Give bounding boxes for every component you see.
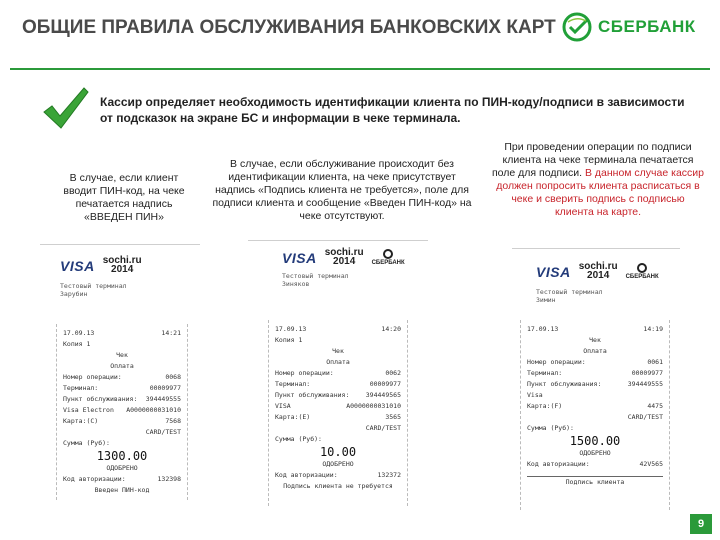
field-value: 0068 xyxy=(165,373,181,381)
field-value: 7568 xyxy=(165,417,181,425)
receipt-footer-pin-entered: Введен ПИН-код xyxy=(94,486,150,494)
receipt-footer-signature-field: Подпись клиента xyxy=(527,476,663,488)
auth-label: Код авторизации: xyxy=(527,460,590,468)
auth-label: Код авторизации: xyxy=(275,471,338,479)
receipt-slip xyxy=(520,320,670,510)
title-divider xyxy=(10,68,710,70)
visa-logo: VISA xyxy=(536,264,571,280)
receipt-operation: Оплата xyxy=(110,362,134,370)
sochi-line1: sochi.ru xyxy=(324,247,364,258)
field-value: A0000000031010 xyxy=(126,406,181,414)
receipt-time: 14:19 xyxy=(643,325,663,333)
terminal-label xyxy=(60,282,127,298)
sberbank-logo xyxy=(562,10,712,44)
field-value: 00009977 xyxy=(369,380,401,388)
auth-value: 42V565 xyxy=(639,460,663,468)
field-value: 0062 xyxy=(385,369,401,377)
field-value: CARD/TEST xyxy=(365,424,401,432)
field-value: CARD/TEST xyxy=(627,413,663,421)
field-value: CARD/TEST xyxy=(145,428,181,436)
intro-text: Кассир определяет необходимость идентификации клиента по ПИН-коду/подписи в зависимости от подсказок на экране БС и информации в чеке терминала. xyxy=(100,95,685,125)
sochi-logo xyxy=(579,262,618,280)
approved-label: ОДОБРЕНО xyxy=(106,464,138,472)
receipt-pin xyxy=(60,254,190,504)
field-value: 394449555 xyxy=(627,380,663,388)
receipt-1-top-rule xyxy=(40,244,200,245)
sberbank-mini-text: СБЕРБАНК xyxy=(371,260,405,266)
terminal-line1: Тестовый терминал xyxy=(536,288,603,296)
field-label: Visa xyxy=(527,391,543,399)
auth-value: 132398 xyxy=(157,475,181,483)
auth-value: 132372 xyxy=(377,471,401,479)
sberbank-mini-icon xyxy=(383,249,393,259)
visa-logo: VISA xyxy=(282,250,317,266)
field-value: 00009977 xyxy=(149,384,181,392)
sum-label: Сумма (Руб): xyxy=(527,424,574,432)
receipt-date: 17.09.13 xyxy=(527,325,559,333)
sum-label: Сумма (Руб): xyxy=(63,439,110,447)
receipt-copy: Копия 1 xyxy=(63,340,91,348)
sberbank-mini-icon xyxy=(637,263,647,273)
receipt-brand-row xyxy=(282,248,405,266)
sberbank-logo-icon xyxy=(562,12,592,42)
receipt-brand-row xyxy=(60,256,142,274)
auth-label: Код авторизации: xyxy=(63,475,126,483)
receipt-3-top-rule xyxy=(512,248,680,249)
field-label: Пункт обслуживания: xyxy=(63,395,138,403)
field-label: VISA xyxy=(275,402,291,410)
logo-text: СБЕРБАНК xyxy=(598,17,696,36)
receipt-operation: Оплата xyxy=(583,347,607,355)
terminal-label xyxy=(282,272,349,288)
field-label: Терминал: xyxy=(63,384,99,392)
visa-logo: VISA xyxy=(60,258,95,274)
receipt-type: Чек xyxy=(116,351,128,359)
field-label: Номер операции: xyxy=(63,373,122,381)
receipt-type: Чек xyxy=(589,336,601,344)
field-label: Пункт обслуживания: xyxy=(527,380,602,388)
case-3-caption xyxy=(492,141,704,219)
field-label: Номер операции: xyxy=(275,369,334,377)
sum-value: 1500.00 xyxy=(569,434,621,448)
terminal-line2: Зиняков xyxy=(282,280,310,288)
receipt-time: 14:21 xyxy=(161,329,181,337)
field-label: Терминал: xyxy=(527,369,563,377)
sochi-line2: 2014 xyxy=(587,270,610,281)
field-label: Пункт обслуживания: xyxy=(275,391,350,399)
case-3-caption-lead: При проведении операции по подписи клиента на чеке терминала печатается поле для подписи. xyxy=(492,141,694,179)
receipt-date: 17.09.13 xyxy=(63,329,95,337)
field-label: Карта:(C) xyxy=(63,417,99,425)
case-1-caption: В случае, если клиент вводит ПИН-код, на чеке печатается надпись «ВВЕДЕН ПИН» xyxy=(63,172,185,223)
sochi-logo xyxy=(325,248,364,266)
receipt-copy: Копия 1 xyxy=(275,336,303,344)
page-number: 9 xyxy=(690,514,712,534)
sochi-line2: 2014 xyxy=(333,256,356,267)
terminal-line2: Зарубин xyxy=(60,290,88,298)
sum-value: 10.00 xyxy=(319,445,357,459)
field-label: Visa Electron xyxy=(63,406,114,414)
terminal-line1: Тестовый терминал xyxy=(282,272,349,280)
receipt-2-top-rule xyxy=(248,240,428,241)
terminal-line2: Зимин xyxy=(536,296,556,304)
receipt-date: 17.09.13 xyxy=(275,325,307,333)
sochi-line1: sochi.ru xyxy=(578,261,618,272)
receipt-signature xyxy=(527,260,663,510)
page-title: ОБЩИЕ ПРАВИЛА ОБСЛУЖИВАНИЯ БАНКОВСКИХ КАРТ xyxy=(22,17,556,38)
field-label: Номер операции: xyxy=(527,358,586,366)
sum-label: Сумма (Руб): xyxy=(275,435,322,443)
field-value: A0000000031010 xyxy=(346,402,401,410)
field-label: Карта:(E) xyxy=(275,413,311,421)
field-label: Карта:(F) xyxy=(527,402,563,410)
receipt-slip xyxy=(56,324,188,500)
sochi-line1: sochi.ru xyxy=(102,255,142,266)
terminal-label xyxy=(536,288,603,304)
field-value: 00009977 xyxy=(631,369,663,377)
terminal-line1: Тестовый терминал xyxy=(60,282,127,290)
approved-label: ОДОБРЕНО xyxy=(322,460,354,468)
field-value: 0061 xyxy=(647,358,663,366)
field-value: 3565 xyxy=(385,413,401,421)
sberbank-mini-logo xyxy=(372,249,405,266)
sberbank-mini-logo xyxy=(626,263,659,280)
receipt-time: 14:20 xyxy=(381,325,401,333)
field-value: 394449565 xyxy=(365,391,401,399)
field-value: 394449555 xyxy=(145,395,181,403)
field-value: 4475 xyxy=(647,402,663,410)
receipt-type: Чек xyxy=(332,347,344,355)
approved-label: ОДОБРЕНО xyxy=(579,449,611,457)
receipt-brand-row xyxy=(536,262,659,280)
receipt-operation: Оплата xyxy=(326,358,350,366)
receipt-slip xyxy=(268,320,408,506)
sochi-line2: 2014 xyxy=(111,264,134,275)
field-label: Терминал: xyxy=(275,380,311,388)
receipt-no-signature xyxy=(275,246,406,506)
case-3-caption-warning: В данном случае кассир должен попросить клиента расписаться в чеке и сверить подпись с подписью клиента на карте. xyxy=(496,167,704,218)
checkmark-icon xyxy=(40,84,90,134)
sum-value: 1300.00 xyxy=(96,449,148,463)
case-2-caption: В случае, если обслуживание происходит без идентификации клиента, на чеке присутствует надпись «Подпись клиента не требуется», поле для подписи клиента и сообщение «Введен ПИН-код» на чеке отсутствуют. xyxy=(212,158,472,222)
sochi-logo xyxy=(103,256,142,274)
sberbank-mini-text: СБЕРБАНК xyxy=(625,274,659,280)
receipt-footer-no-signature: Подпись клиента не требуется xyxy=(283,482,393,490)
